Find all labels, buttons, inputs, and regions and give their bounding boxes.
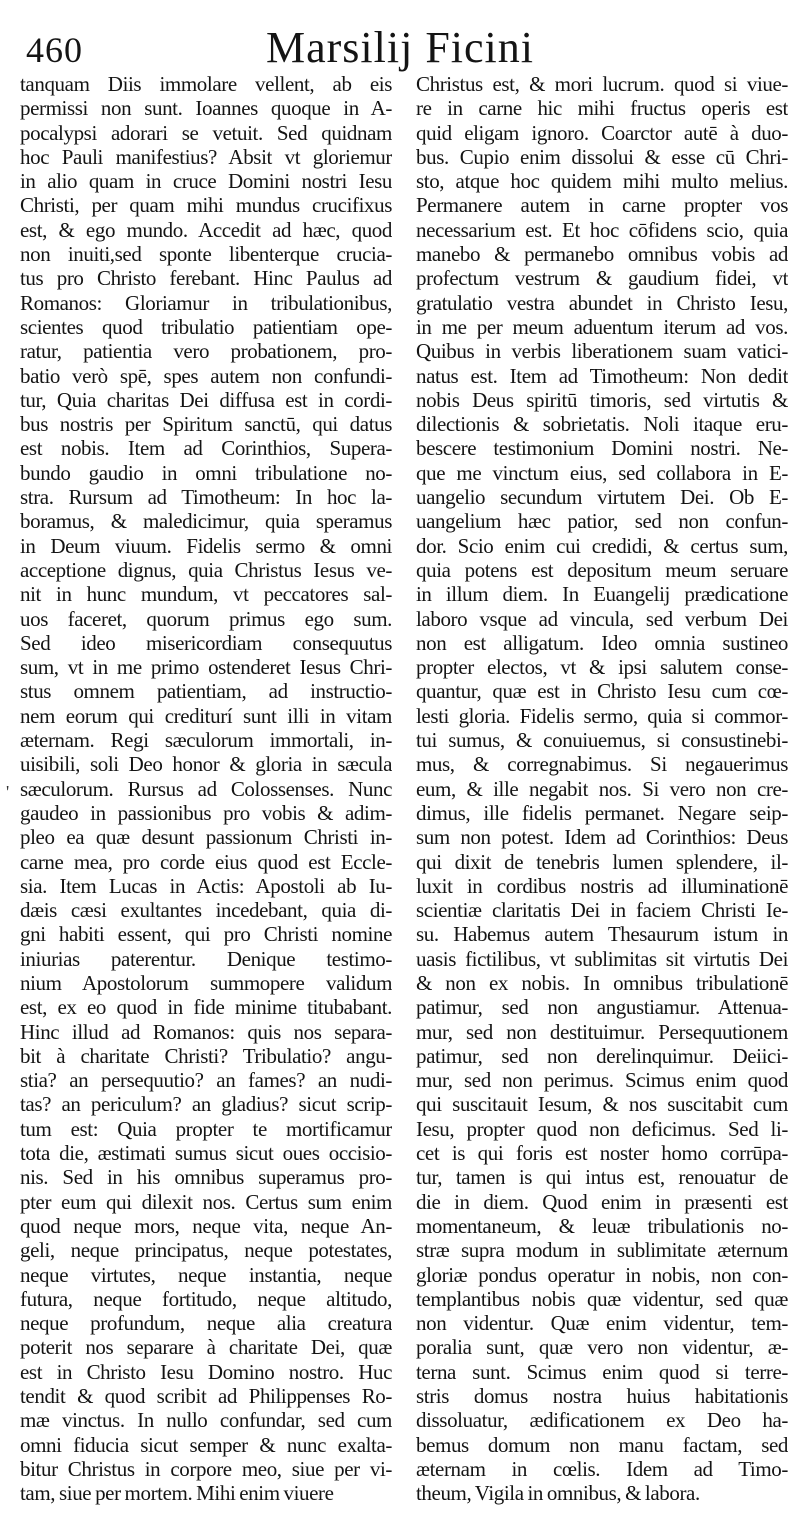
left-column-line: nis. Sed in his omnibus superamus pro- <box>20 1165 392 1190</box>
right-column-line: templantibus nobis quæ videntur, sed quæ <box>416 1286 788 1311</box>
left-column-line: Christi, per quam mihi mundus crucifixus <box>20 193 392 218</box>
right-column-line: terna sunt. Scimus enim quod si terre- <box>416 1359 788 1384</box>
left-column-line: nium Apostolorum summopere validum <box>20 970 392 995</box>
left-column-line: uisibili, soli Deo honor & gloria in sæcula <box>20 752 392 777</box>
right-column-line: scientiæ claritatis Dei in faciem Christi Ie- <box>416 898 788 923</box>
right-text-column <box>416 72 788 1506</box>
right-column-line: eum, & ille negabit nos. Si vero non cre- <box>416 776 788 801</box>
right-column-line: que me vinctum eius, sed collabora in E- <box>416 460 788 485</box>
left-text-column <box>20 72 392 1506</box>
left-column-line: sæculorum. Rursus ad Colossenses. Nunc <box>20 776 392 801</box>
left-column-line: gaudeo in passionibus pro vobis & adim- <box>20 800 392 825</box>
right-column-line: æternam in cœlis. Idem ad Timo- <box>416 1456 788 1481</box>
left-column-line: batio verò spē, spes autem non confundi- <box>20 363 392 388</box>
right-column-line: mur, sed non perimus. Scimus enim quod <box>416 1068 788 1093</box>
right-column-line: manebo & permanebo omnibus vobis ad <box>416 242 788 267</box>
right-column-line: profectum vestrum & gaudium fidei, vt <box>416 266 788 291</box>
left-column-line: tur, Quia charitas Dei diffusa est in cordi- <box>20 387 392 412</box>
right-column-line: dilectionis & sobrietatis. Noli itaque eru- <box>416 412 788 437</box>
running-head: Marsilij Ficini <box>266 23 534 72</box>
right-column-line: in me per meum aduentum iterum ad vos. <box>416 314 788 339</box>
page-number: 460 <box>26 30 83 70</box>
right-column-line: laboro vsque ad vincula, sed verbum Dei <box>416 606 788 631</box>
left-column-line: ratur, patientia vero probationem, pro- <box>20 339 392 364</box>
left-column-line: tum est: Quia propter te mortificamur <box>20 1116 392 1141</box>
right-column-line: tur, tamen is qui intus est, renouatur de <box>416 1165 788 1190</box>
left-column-line: pleo ea quæ desunt passionum Christi in- <box>20 825 392 850</box>
left-column-line: tota die, æstimati sumus sicut oues occisio- <box>20 1141 392 1166</box>
left-column-line: bus nostris per Spiritum sanctū, qui datus <box>20 412 392 437</box>
left-column-line: in alio quam in cruce Domini nostri Iesu <box>20 169 392 194</box>
left-column-line: nem eorum qui crediturí sunt illi in vitam <box>20 703 392 728</box>
left-column-line: stra. Rursum ad Timotheum: In hoc la- <box>20 485 392 510</box>
right-column-line: in illum diem. In Euangelij prædicatione <box>416 582 788 607</box>
right-column-line: natus est. Item ad Timotheum: Non dedit <box>416 363 788 388</box>
left-column-line: poterit nos separare à charitate Dei, quæ <box>20 1335 392 1360</box>
right-column-line: quantur, quæ est in Christo Iesu cum cœ- <box>416 679 788 704</box>
right-column-line: re in carne hic mihi fructus operis est <box>416 96 788 121</box>
left-column-line: sia. Item Lucas in Actis: Apostoli ab Iu- <box>20 873 392 898</box>
left-column-line: non inuiti,sed sponte libenterque crucia- <box>20 242 392 267</box>
left-column-line: permissi non sunt. Ioannes quoque in A- <box>20 96 392 121</box>
left-column-line: est nobis. Item ad Corinthios, Supera- <box>20 436 392 461</box>
right-column-line: stris domus nostra huius habitationis <box>416 1384 788 1409</box>
right-column-line: qui dixit de tenebris lumen splendere, il- <box>416 849 788 874</box>
right-column-line: sto, atque hoc quidem mihi multo melius. <box>416 169 788 194</box>
left-column-line: bundo gaudio in omni tribulatione no- <box>20 460 392 485</box>
right-column-line: luxit in cordibus nostris ad illuminationē <box>416 873 788 898</box>
right-column-line: uangelio secundum virtutem Dei. Ob E- <box>416 485 788 510</box>
left-column-line: bitur Christus in corpore meo, siue per vi- <box>20 1456 392 1481</box>
right-column-line: Quibus in verbis liberationem suam vatici- <box>416 339 788 364</box>
right-column-line: & non ex nobis. In omnibus tribulationē <box>416 970 788 995</box>
right-column-line: quia potens est depositum meum seruare <box>416 557 788 582</box>
right-column-line: cet is qui foris est noster homo corrūpa- <box>416 1141 788 1166</box>
right-column-line: bemus domum non manu factam, sed <box>416 1432 788 1457</box>
right-column-line: propter electos, vt & ipsi salutem conse- <box>416 655 788 680</box>
right-column-line: non est alligatum. Ideo omnia sustineo <box>416 630 788 655</box>
left-column-line: tam, siue per mortem. Mihi enim viuere <box>20 1481 334 1506</box>
right-column-line: tui sumus, & conuiuemus, si consustinebi- <box>416 728 788 753</box>
right-column-line: patimur, sed non derelinquimur. Deiici- <box>416 1043 788 1068</box>
right-column-line: non videntur. Quæ enim videntur, tem- <box>416 1311 788 1336</box>
right-column-line: dissoluatur, ædificationem ex Deo ha- <box>416 1408 788 1433</box>
left-column-line: neque virtutes, neque instantia, neque <box>20 1262 392 1287</box>
right-column-line: necessarium est. Et hoc cōfidens scio, quia <box>416 217 788 242</box>
left-column-line: dæis cæsi exultantes incedebant, quia di- <box>20 898 392 923</box>
right-column-line: Iesu, propter quod non deficimus. Sed li- <box>416 1116 788 1141</box>
right-column-line: stræ supra modum in sublimitate æternum <box>416 1238 788 1263</box>
right-column-line: qui suscitauit Iesum, & nos suscitabit cum <box>416 1092 788 1117</box>
right-column-line: Christus est, & mori lucrum. quod si viue- <box>416 72 788 96</box>
left-column-line: geli, neque principatus, neque potestates, <box>20 1238 392 1263</box>
left-column-line: bit à charitate Christi? Tribulatio? angu- <box>20 1043 392 1068</box>
right-column-line: gratulatio vestra abundet in Christo Iesu, <box>416 290 788 315</box>
right-column-line: patimur, sed non angustiamur. Attenua- <box>416 995 788 1020</box>
left-column-line: acceptione dignus, quia Christus Iesus ve- <box>20 557 392 582</box>
right-column-line: mur, sed non destituimur. Persequutionem <box>416 1019 788 1044</box>
left-column-line: est, & ego mundo. Accedit ad hæc, quod <box>20 217 392 242</box>
left-column-line: gni habiti essent, qui pro Christi nomine <box>20 922 392 947</box>
right-column-line: uasis fictilibus, vt sublimitas sit virtutis Dei <box>416 946 788 971</box>
left-column-line: stus omnem patientiam, ad instructio- <box>20 679 392 704</box>
left-column-line: nit in hunc mundum, vt peccatores sal- <box>20 582 392 607</box>
left-column-line: pter eum qui dilexit nos. Certus sum enim <box>20 1189 392 1214</box>
right-column-line: bescere testimonium Domini nostri. Ne- <box>416 436 788 461</box>
right-column-line: dor. Scio enim cui credidi, & certus sum, <box>416 533 788 558</box>
right-column-line: bus. Cupio enim dissolui & esse cū Chri- <box>416 144 788 169</box>
right-column-line: theum, Vigila in omnibus, & labora. <box>416 1481 700 1506</box>
right-column-line: quid eligam ignoro. Coarctor autē à duo- <box>416 120 788 145</box>
left-column-line: tendit & quod scribit ad Philippenses Ro- <box>20 1384 392 1409</box>
left-column-line: neque profundum, neque alia creatura <box>20 1311 392 1336</box>
right-column-line: mus, & corregnabimus. Si negauerimus <box>416 752 788 777</box>
left-column-line: sum, vt in me primo ostenderet Iesus Chri- <box>20 655 392 680</box>
left-column-line: quod neque mors, neque vita, neque An- <box>20 1213 392 1238</box>
left-column-line: est in Christo Iesu Domino nostro. Huc <box>20 1359 392 1384</box>
left-column-line: in Deum viuum. Fidelis sermo & omni <box>20 533 392 558</box>
left-column-line: Hinc illud ad Romanos: quis nos separa- <box>20 1019 392 1044</box>
left-column-line: est, ex eo quod in fide minime titubabant. <box>20 995 392 1020</box>
left-column-line: Sed ideo misericordiam consequutus <box>20 630 392 655</box>
left-column-line: Romanos: Gloriamur in tribulationibus, <box>20 290 392 315</box>
right-column-line: gloriæ pondus operatur in nobis, non con- <box>416 1262 788 1287</box>
left-column-line: stia? an persequutio? an fames? an nudi- <box>20 1068 392 1093</box>
left-column-line: tus pro Christo ferebant. Hinc Paulus ad <box>20 266 392 291</box>
left-column-line: carne mea, pro corde eius quod est Eccle- <box>20 849 392 874</box>
left-column-line: iniurias paterentur. Denique testimo- <box>20 946 392 971</box>
left-column-line: mæ vinctus. In nullo confundar, sed cum <box>20 1408 392 1433</box>
right-column-line: dimus, ille fidelis permanet. Negare seip- <box>416 800 788 825</box>
left-column-line: boramus, & maledicimur, quia speramus <box>20 509 392 534</box>
right-column-line: die in diem. Quod enim in præsenti est <box>416 1189 788 1214</box>
right-column-line: momentaneum, & leuæ tribulationis no- <box>416 1213 788 1238</box>
left-column-line: scientes quod tribulatio patientiam ope- <box>20 314 392 339</box>
left-column-line: tas? an periculum? an gladius? sicut scrip- <box>20 1092 392 1117</box>
right-column-line: su. Habemus autem Thesaurum istum in <box>416 922 788 947</box>
left-column-line: futura, neque fortitudo, neque altitudo, <box>20 1286 392 1311</box>
right-column-line: Permanere autem in carne propter vos <box>416 193 788 218</box>
margin-mark: ' <box>6 782 10 802</box>
right-column-line: nobis Deus spiritū timoris, sed virtutis & <box>416 387 788 412</box>
left-column-line: tanquam Diis immolare vellent, ab eis <box>20 72 392 96</box>
left-column-line: omni fiducia sicut semper & nunc exalta- <box>20 1432 392 1457</box>
left-column-line: hoc Pauli manifestius? Absit vt gloriemur <box>20 144 392 169</box>
right-column-line: sum non potest. Idem ad Corinthios: Deus <box>416 825 788 850</box>
right-column-line: uangelium hæc patior, sed non confun- <box>416 509 788 534</box>
left-column-line: pocalypsi adorari se vetuit. Sed quidnam <box>20 120 392 145</box>
right-column-line: lesti gloria. Fidelis sermo, quia si commor- <box>416 703 788 728</box>
left-column-line: uos faceret, quorum primus ego sum. <box>20 606 392 631</box>
right-column-line: poralia sunt, quæ vero non videntur, æ- <box>416 1335 788 1360</box>
left-column-line: æternam. Regi sæculorum immortali, in- <box>20 728 392 753</box>
